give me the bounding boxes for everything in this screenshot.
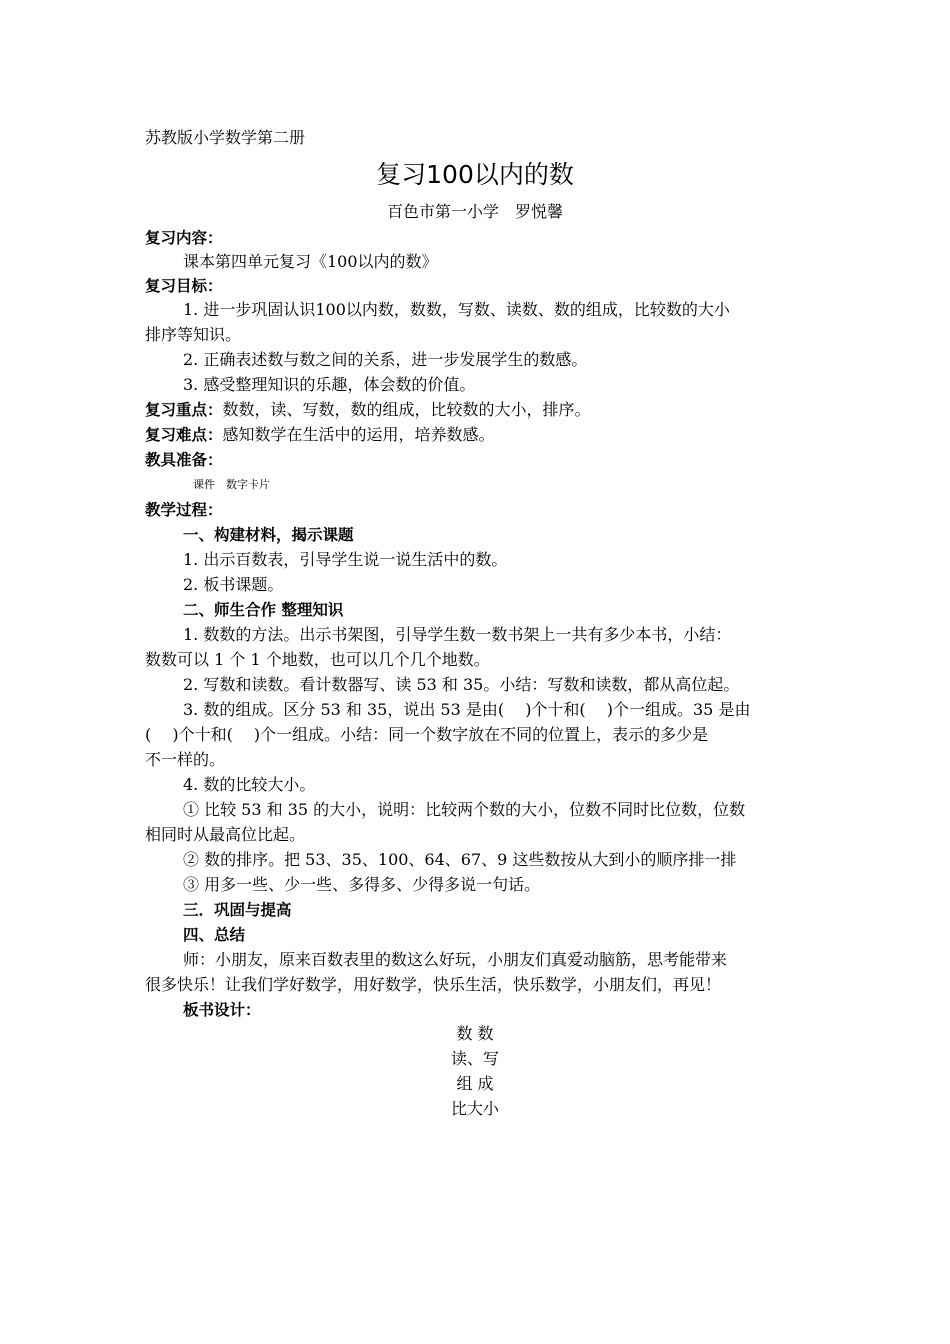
section-2-item-3-line-1: 3. 数的组成。区分 53 和 35，说出 53 是由( )个十和( )个一组成。35 是由 bbox=[183, 700, 751, 719]
section-2-item-4-1-line-2: 相同时从最高位比起。 bbox=[145, 825, 306, 844]
section-2-item-4: 4. 数的比较大小。 bbox=[183, 775, 316, 794]
summary-line-1: 师：小朋友，原来百数表里的数这么好玩，小朋友们真爱动脑筋，思考能带来 bbox=[183, 950, 728, 969]
section-2-item-3-line-2: ( )个十和( )个一组成。小结：同一个数字放在不同的位置上，表示的多少是 bbox=[145, 725, 709, 744]
key-label: 复习重点： bbox=[145, 401, 223, 419]
section-1-item-2: 2. 板书课题。 bbox=[183, 575, 284, 594]
goals-label: 复习目标： bbox=[145, 277, 223, 295]
difficulty-text: 感知数学在生活中的运用，培养数感。 bbox=[222, 425, 495, 444]
summary-line-2: 很多快乐！让我们学好数学，用好数学，快乐生活，快乐数学，小朋友们，再见！ bbox=[145, 975, 722, 994]
goal-1-line-1: 1. 进一步巩固认识100以内数，数数，写数、读数、数的组成，比较数的大小 bbox=[183, 300, 730, 319]
process-label: 教学过程： bbox=[145, 501, 223, 519]
difficulty-label: 复习难点： bbox=[145, 426, 223, 444]
section-2-heading: 二、师生合作 整理知识 bbox=[183, 601, 344, 619]
section-1-heading: 一、构建材料，揭示课题 bbox=[183, 526, 354, 544]
header-text: 苏教版小学数学第二册 bbox=[145, 128, 306, 147]
board-line-3: 组 成 bbox=[456, 1074, 494, 1093]
key-points bbox=[145, 398, 815, 422]
page-title: 复习100以内的数 bbox=[376, 160, 574, 189]
section-1-item-1: 1. 出示百数表，引导学生说一说生活中的数。 bbox=[183, 550, 508, 569]
board-design-label: 板书设计： bbox=[183, 1001, 261, 1019]
content-text: 课本第四单元复习《100以内的数》 bbox=[183, 252, 438, 271]
section-2-item-4-3: ③ 用多一些、少一些、多得多、少得多说一句话。 bbox=[183, 875, 541, 894]
board-line-1: 数 数 bbox=[456, 1024, 494, 1043]
goal-3: 3. 感受整理知识的乐趣，体会数的价值。 bbox=[183, 375, 476, 394]
content-label: 复习内容： bbox=[145, 229, 223, 247]
section-4-heading: 四、总结 bbox=[183, 926, 246, 944]
key-text: 数数，读、写数，数的组成，比较数的大小，排序。 bbox=[222, 400, 591, 419]
tools-label: 教具准备： bbox=[145, 451, 223, 469]
section-2-item-4-1-line-1: ① 比较 53 和 35 的大小，说明：比较两个数的大小，位数不同时比位数，位数 bbox=[183, 800, 746, 819]
tools-text: 课件 数字卡片 bbox=[193, 478, 270, 491]
goal-1-line-2: 排序等知识。 bbox=[145, 325, 242, 344]
author-line: 百色市第一小学 罗悦馨 bbox=[386, 202, 563, 221]
section-2-item-2: 2. 写数和读数。看计数器写、读 53 和 35。小结：写数和读数，都从高位起。 bbox=[183, 675, 740, 694]
goal-2: 2. 正确表述数与数之间的关系，进一步发展学生的数感。 bbox=[183, 350, 588, 369]
section-2-item-4-2: ② 数的排序。把 53、35、100、64、67、9 这些数按从大到小的顺序排一排 bbox=[183, 850, 737, 869]
difficulties bbox=[145, 423, 815, 447]
board-line-4: 比大小 bbox=[450, 1099, 499, 1118]
section-2-item-1-line-1: 1. 数数的方法。出示书架图，引导学生数一数书架上一共有多少本书，小结： bbox=[183, 625, 732, 644]
section-3-heading: 三．巩固与提高 bbox=[183, 901, 292, 919]
section-2-item-1-line-2: 数数可以 1 个 1 个地数，也可以几个几个地数。 bbox=[145, 650, 490, 669]
board-line-2: 读、写 bbox=[450, 1049, 499, 1068]
section-2-item-3-line-3: 不一样的。 bbox=[145, 750, 226, 769]
